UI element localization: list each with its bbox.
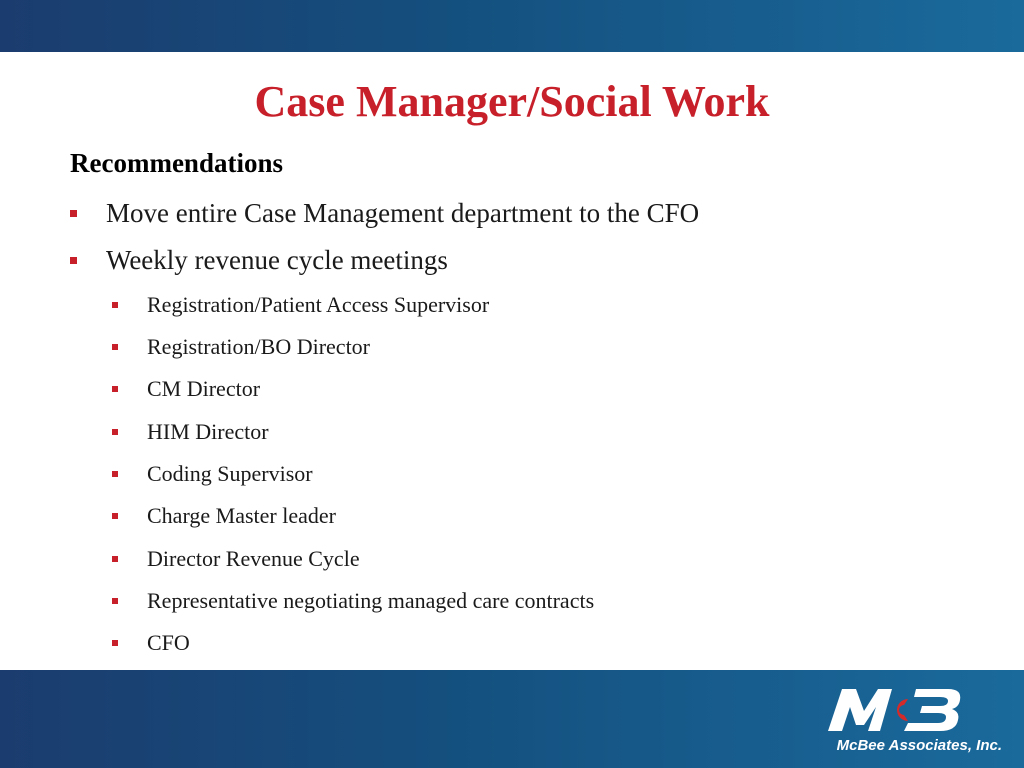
sub-bullet-item <box>112 291 489 319</box>
bullet-item <box>70 196 699 230</box>
bullet-marker-icon <box>112 344 118 350</box>
sub-bullet-item <box>112 460 313 488</box>
bullet-marker-icon <box>112 513 118 519</box>
top-banner <box>0 0 1024 52</box>
company-name: McBee Associates, Inc. <box>836 737 1002 754</box>
bullet-marker-icon <box>112 640 118 646</box>
bullet-marker-icon <box>112 429 118 435</box>
sub-bullet-text: Registration/Patient Access Supervisor <box>147 292 490 317</box>
bullet-text: Weekly revenue cycle meetings <box>106 245 448 275</box>
slide-title: Case Manager/Social Work <box>254 77 770 126</box>
sub-bullet-text: Charge Master leader <box>147 503 336 528</box>
company-logo <box>802 685 1002 760</box>
bullet-item <box>70 243 448 277</box>
sub-bullet-item <box>112 545 360 573</box>
bullet-marker-icon <box>112 386 118 392</box>
sub-bullet-text: Coding Supervisor <box>147 461 313 486</box>
sub-bullet-text: Registration/BO Director <box>147 334 371 359</box>
sub-bullet-item <box>112 375 260 403</box>
sub-bullet-item <box>112 587 594 615</box>
sub-bullet-text: HIM Director <box>147 419 269 444</box>
sub-bullet-item <box>112 629 190 657</box>
bullet-text: Move entire Case Management department to the CFO <box>106 198 700 228</box>
bullet-marker-icon <box>70 210 77 217</box>
bullet-marker-icon <box>112 556 118 562</box>
sub-bullet-text: Director Revenue Cycle <box>147 546 360 571</box>
bullet-marker-icon <box>112 302 118 308</box>
section-heading: Recommendations <box>70 148 283 178</box>
mcb-logo-mark-icon <box>820 685 970 735</box>
sub-bullet-item <box>112 333 370 361</box>
sub-bullet-item <box>112 418 269 446</box>
sub-bullet-text: Representative negotiating managed care contracts <box>147 588 595 613</box>
bullet-marker-icon <box>112 471 118 477</box>
bullet-marker-icon <box>70 257 77 264</box>
sub-bullet-text: CFO <box>147 630 190 655</box>
bullet-marker-icon <box>112 598 118 604</box>
sub-bullet-item <box>112 502 336 530</box>
sub-bullet-text: CM Director <box>147 376 261 401</box>
